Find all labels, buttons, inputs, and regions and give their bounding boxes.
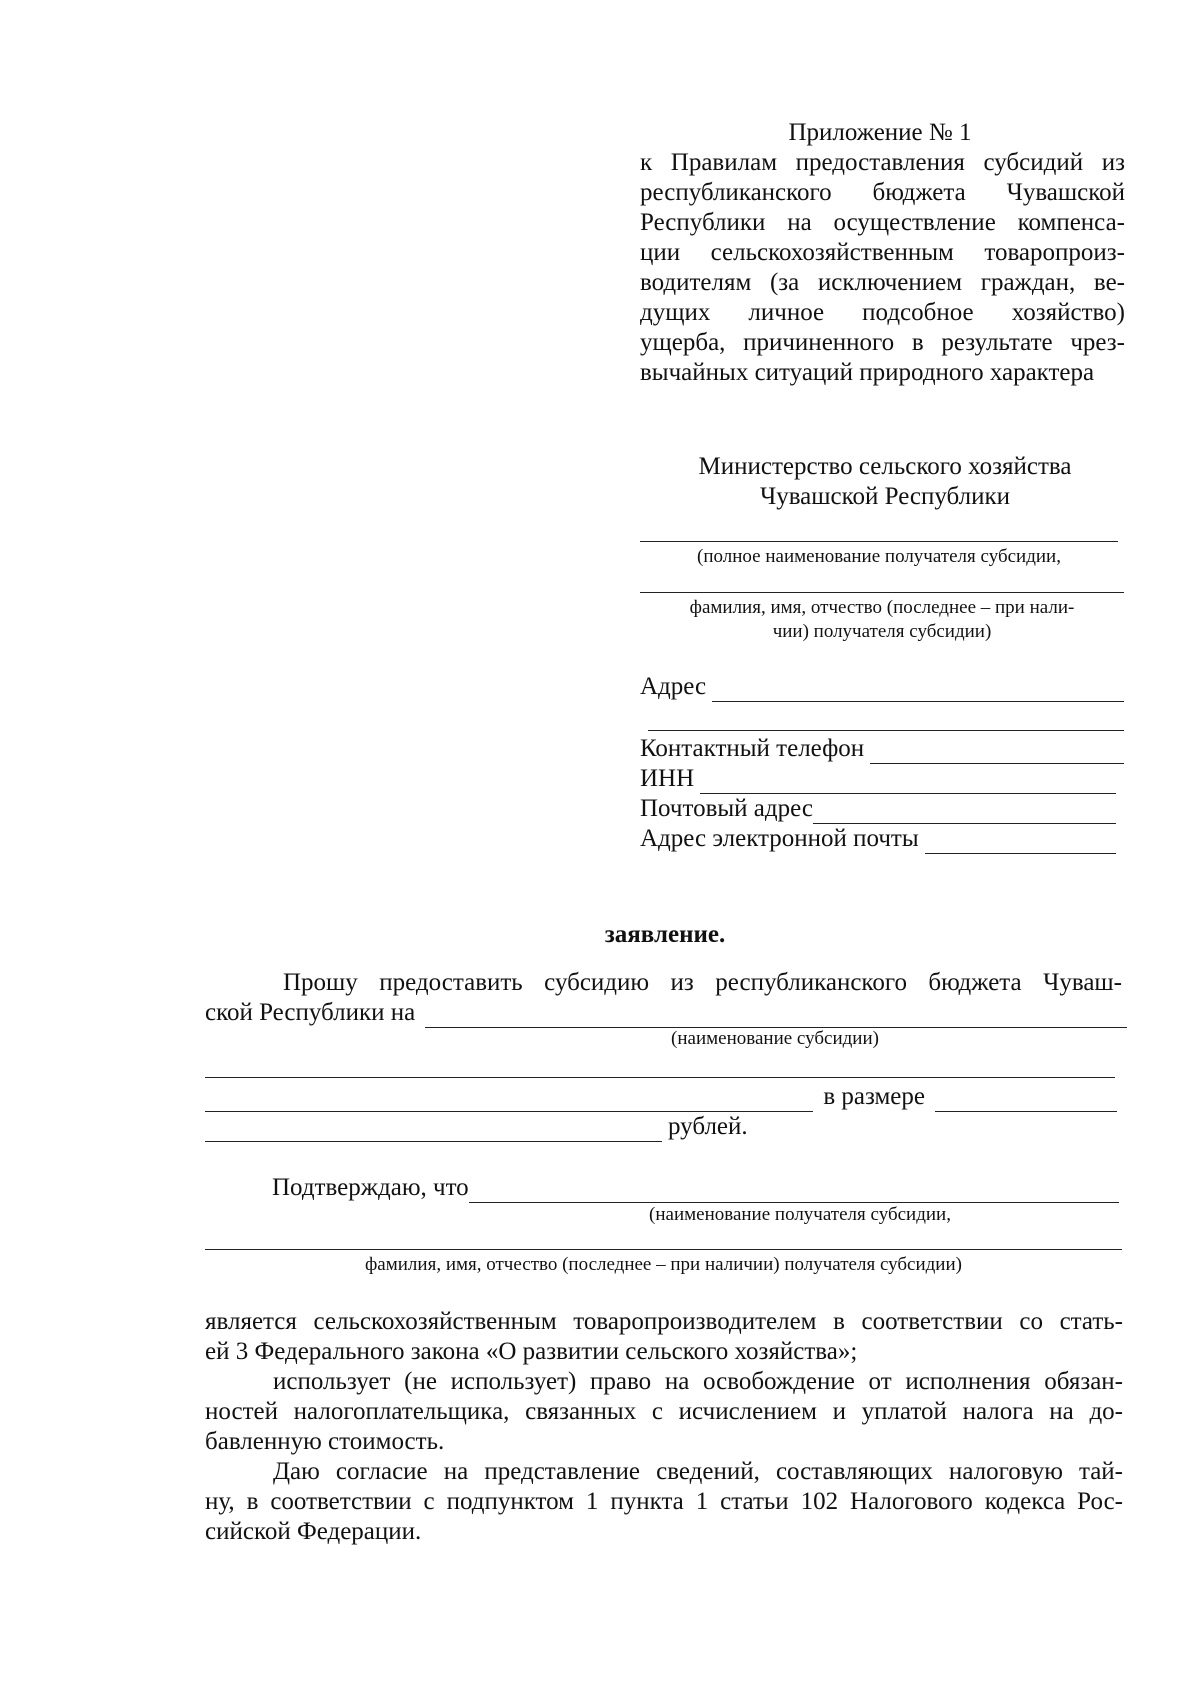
confirm-recipient-hint: фамилия, имя, отчество (последнее – при наличии) получателя субсидии) [365, 1254, 962, 1275]
address-field[interactable] [712, 679, 1124, 702]
appendix-line: ции сельскохозяйственным товаропроиз- [640, 239, 1125, 266]
subsidy-name-field-continued[interactable] [205, 1077, 1115, 1078]
subsidy-row [205, 998, 1127, 1028]
recipient-fio-hint: фамилия, имя, отчество (последнее – при нали- [689, 597, 1075, 618]
rubles-row [205, 1112, 748, 1142]
recipient-fio-hint: чии) получателя субсидии) [772, 621, 992, 642]
amount-label: в размере [823, 1083, 925, 1110]
confirm-recipient-field-continued[interactable] [205, 1249, 1122, 1250]
email-row [640, 824, 1116, 854]
request-line: ской Республики на [205, 999, 416, 1026]
paragraph-line: Даю согласие на представление сведений, составляющих налоговую тай- [273, 1458, 1123, 1485]
email-field[interactable] [925, 831, 1116, 854]
rubles-label: рублей. [668, 1113, 748, 1140]
recipient-name-hint: (полное наименование получателя субсидии, [697, 546, 1061, 567]
appendix-title: Приложение № 1 [788, 119, 972, 146]
request-line: Прошу предоставить субсидию из республиканского бюджета Чуваш- [283, 969, 1122, 996]
address-row [640, 672, 1124, 702]
email-label: Адрес электронной почты [640, 825, 919, 852]
inn-label: ИНН [640, 765, 695, 792]
inn-field[interactable] [700, 771, 1116, 794]
statement-body [205, 1307, 1123, 1547]
appendix-line: Республики на осуществление компенса- [640, 209, 1125, 236]
paragraph-line: использует (не использует) право на освобождение от исполнения обязан- [273, 1368, 1123, 1395]
phone-field[interactable] [870, 741, 1124, 764]
confirm-recipient-hint: (наименование получателя субсидии, [649, 1204, 951, 1225]
appendix-line: к Правилам предоставления субсидий из [640, 149, 1125, 176]
paragraph-line: бавленную стоимость. [205, 1428, 445, 1455]
subsidy-name-hint: (наименование субсидии) [671, 1028, 879, 1049]
confirm-label: Подтверждаю, что [272, 1174, 469, 1201]
appendix-line: республиканского бюджета Чувашской [640, 179, 1125, 206]
address-field-continued[interactable] [648, 730, 1124, 731]
addressee-republic: Чувашской Республики [759, 483, 1011, 510]
postal-label: Почтовый адрес [640, 795, 813, 822]
postal-row [640, 794, 1116, 824]
amount-rubles-field[interactable] [205, 1119, 662, 1142]
address-label: Адрес [640, 673, 707, 700]
paragraph-line: ей 3 Федерального закона «О развитии сельского хозяйства»; [205, 1338, 858, 1365]
addressee-ministry: Министерство сельского хозяйства [698, 453, 1072, 480]
subsidy-name-field[interactable] [425, 1005, 1127, 1028]
paragraph-line: ностей налогоплательщика, связанных с исчислением и уплатой налога на до- [205, 1398, 1123, 1425]
appendix-line: водителям (за исключением граждан, ве- [640, 269, 1125, 296]
postal-field[interactable] [813, 801, 1116, 824]
appendix-text [640, 148, 1125, 388]
phone-row [640, 734, 1124, 764]
appendix-line: вычайных ситуаций природного характера [640, 359, 1095, 386]
confirm-recipient-field[interactable] [469, 1180, 1119, 1203]
inn-row [640, 764, 1116, 794]
statement-heading: заявление. [604, 921, 726, 948]
recipient-fio-field[interactable] [640, 592, 1124, 593]
paragraph-line: ну, в соответствии с подпунктом 1 пункта 1 статьи 102 Налогового кодекса Рос- [205, 1488, 1123, 1515]
appendix-line: ущерба, причиненного в результате чрез- [640, 329, 1125, 356]
subsidy-purpose-field[interactable] [205, 1089, 813, 1112]
paragraph-line: сийской Федерации. [205, 1518, 422, 1545]
paragraph-line: является сельскохозяйственным товаропроизводителем в соответствии со стать- [205, 1308, 1123, 1335]
phone-label: Контактный телефон [640, 735, 865, 762]
confirm-row [272, 1173, 1119, 1203]
amount-field[interactable] [935, 1089, 1117, 1112]
amount-row [205, 1082, 1117, 1112]
appendix-line: дущих личное подсобное хозяйство) [640, 299, 1125, 326]
recipient-name-field[interactable] [640, 541, 1118, 542]
